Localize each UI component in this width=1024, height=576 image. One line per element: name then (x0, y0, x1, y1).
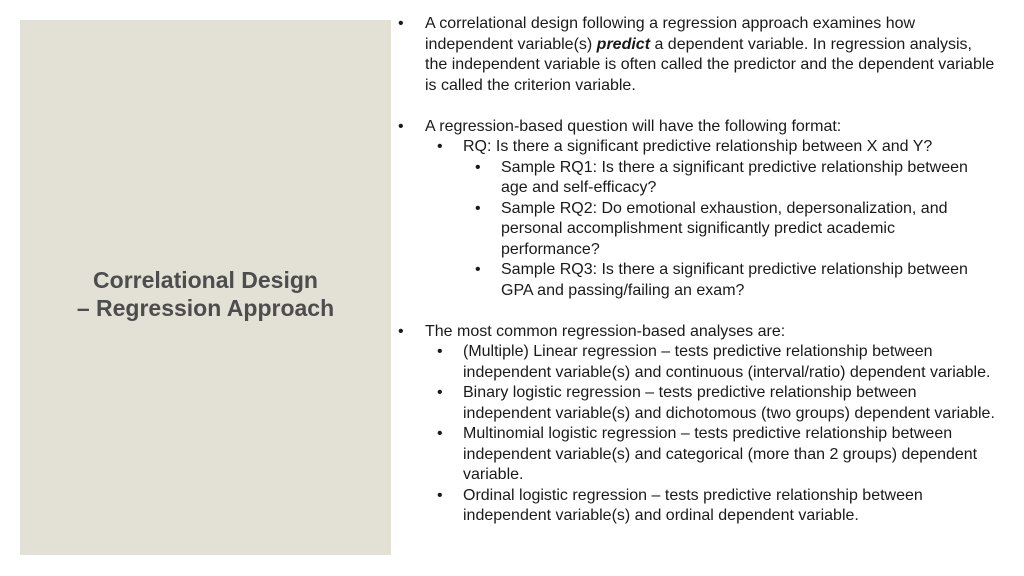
bullet-common-analyses-text: The most common regression-based analyses are: (425, 322, 786, 340)
sample-rq-3: • Sample RQ3: Is there a significant predictive relationship between GPA and passing/failing an exam? (475, 260, 998, 301)
analysis-ordinal-logistic: • Ordinal logistic regression – tests predictive relationship between independent variable(s) and ordinal dependent variable. (437, 486, 998, 527)
bullet-common-analyses (398, 322, 998, 527)
bullet-question-format-text: A regression-based question will have the following format: (425, 117, 842, 135)
sample-rq-1: • Sample RQ1: Is there a significant predictive relationship between age and self-efficacy? (475, 158, 998, 199)
analyses-sublist (425, 342, 998, 527)
question-sublist (425, 137, 998, 301)
bullet-definition-pre: A correlational design following a regression approach examines how independent variable(s) (425, 15, 916, 53)
slide-body (398, 14, 998, 547)
title-panel (20, 20, 391, 555)
sample-rq-list (463, 158, 998, 302)
bullet-question-format (398, 117, 998, 302)
slide-title (20, 266, 391, 322)
bullet-definition-emphasis: predict (596, 35, 651, 53)
bullet-list (398, 14, 998, 527)
slide-title-line-2: – Regression Approach (76, 295, 335, 321)
analysis-linear: • (Multiple) Linear regression – tests predictive relationship between independent variable(s) and continuous (interval/ratio) dependent variable. (437, 342, 998, 383)
analysis-binary-logistic: • Binary logistic regression – tests predictive relationship between independent variable(s) and dichotomous (two groups) dependent variable. (437, 383, 998, 424)
sub-bullet-rq-text: RQ: Is there a significant predictive relationship between X and Y? (463, 138, 933, 155)
slide-title-line-1: Correlational Design (93, 267, 318, 293)
sub-bullet-rq (437, 137, 998, 301)
sample-rq-2: • Sample RQ2: Do emotional exhaustion, depersonalization, and personal accomplishment significantly predict academic performance? (475, 199, 998, 261)
bullet-definition (398, 14, 998, 96)
bullet-definition-post: a dependent variable. In regression analysis, the independent variable is often called the predictor and the dependent variable is called the criterion variable. (425, 35, 995, 94)
analysis-multinomial-logistic: • Multinomial logistic regression – tests predictive relationship between independent variable(s) and categorical (more than 2 groups) dependent variable. (437, 424, 998, 486)
